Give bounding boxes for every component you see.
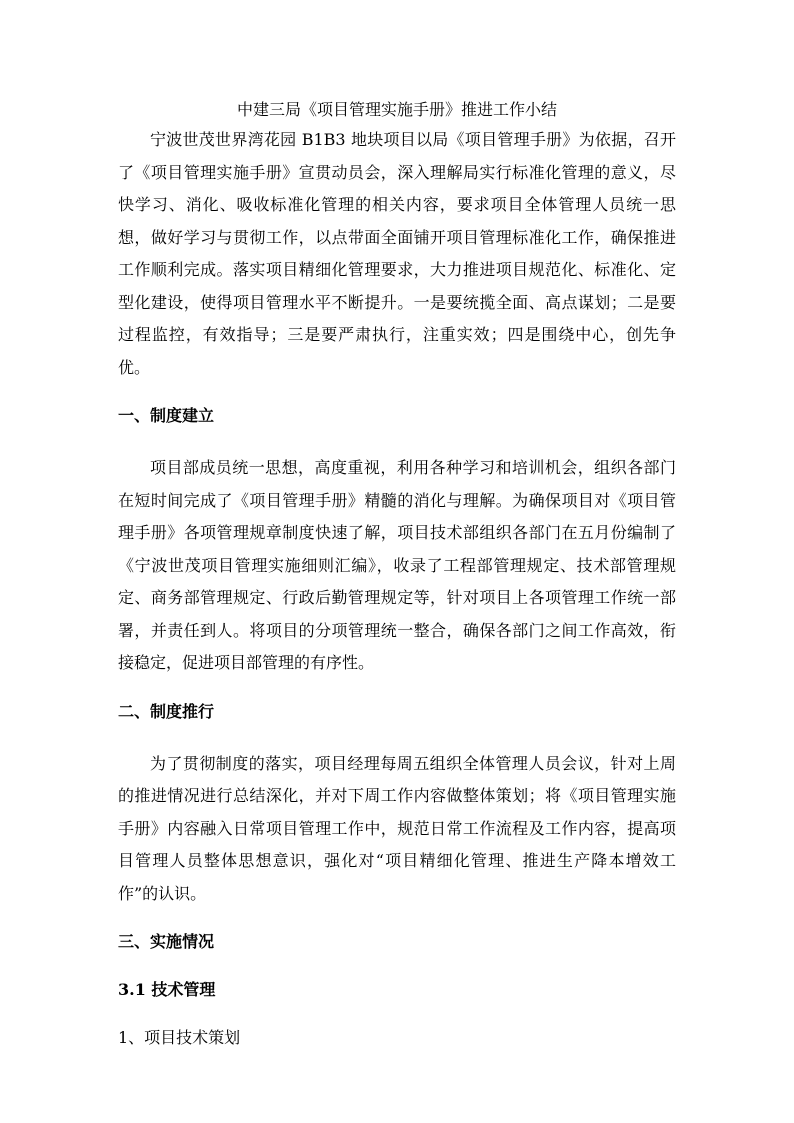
section-1-paragraph: 项目部成员统一思想，高度重视，利用各种学习和培训机会，组织各部门在短时间完成了《项目管理手册》精髓的消化与理解。为确保项目对《项目管理手册》各项管理规章制度快速了解，项目技术部组织各部门在五月份编制了《宁波世茂项目管理实施细则汇编》，收录了工程部管理规定、技术部管理规定、商务部管理规定、行政后勤管理规定等，针对项目上各项管理工作统一部署，并责任到人。将项目的分项管理统一整合，确保各部门之间工作高效，衔接稳定，促进项目部管理的有序性。 [118, 458, 676, 672]
spacer [118, 910, 676, 926]
spacer [118, 432, 676, 452]
spacer [118, 728, 676, 748]
spacer [118, 1006, 676, 1022]
subsection-heading-3-1: 3.1 技术管理 [118, 980, 216, 999]
intro-paragraph: 宁波世茂世界湾花园 B1B3 地块项目以局《项目管理手册》为依据，召开了《项目管理实施手册》宣贯动员会，深入理解局实行标准化管理的意义，尽快学习、消化、吸收标准化管理的相关内容，要求项目全体管理人员统一思想，做好学习与贯彻工作，以点带面全面铺开项目管理标准化工作，确保推进工作顺利完成。落实项目精细化管理要求，大力推进项目规范化、标准化、定型化建设，使得项目管理水平不断提升。一是要统揽全面、高点谋划；二是要过程监控，有效指导；三是要严肃执行，注重实效；四是围绕中心，创先争优。 [118, 130, 676, 377]
spacer [118, 384, 676, 400]
section-2-paragraph: 为了贯彻制度的落实，项目经理每周五组织全体管理人员会议，针对上周的推进情况进行总结深化，并对下周工作内容做整体策划；将《项目管理实施手册》内容融入日常项目管理工作中，规范日常工作流程及工作内容，提高项目管理人员整体思想意识，强化对“项目精细化管理、推进生产降本增效工作”的认识。 [118, 753, 676, 903]
spacer [118, 958, 676, 974]
section-heading-2: 二、制度推行 [118, 701, 215, 721]
list-item-technical-planning: 1、项目技术策划 [118, 1028, 241, 1047]
section-heading-3: 三、实施情况 [118, 932, 215, 951]
spacer [118, 680, 676, 696]
document-title: 中建三局《项目管理实施手册》推进工作小结 [236, 100, 557, 119]
document-page [118, 96, 676, 1054]
section-heading-1: 一、制度建立 [118, 406, 215, 425]
